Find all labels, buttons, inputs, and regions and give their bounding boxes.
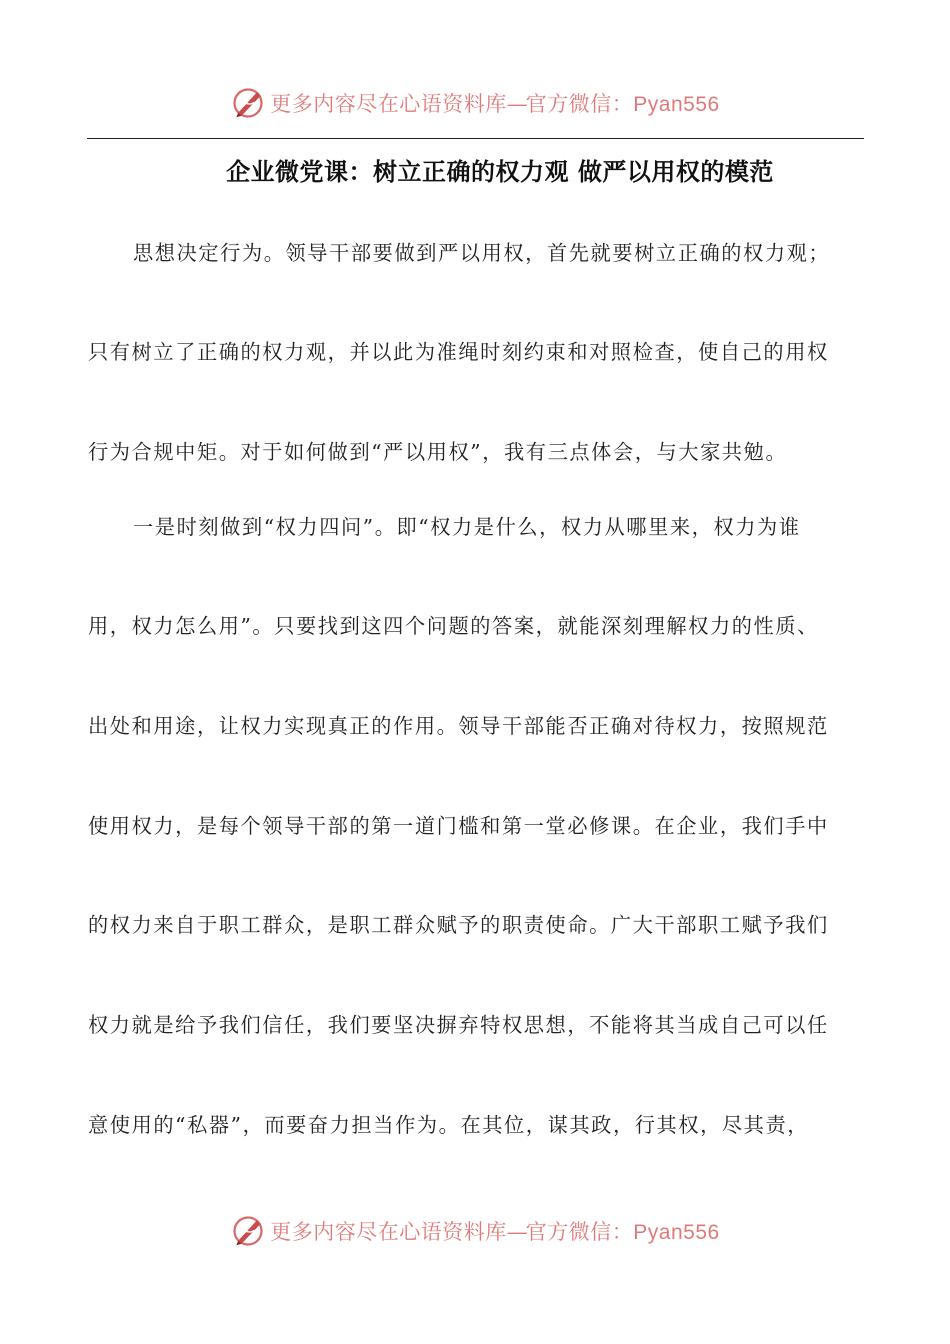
header-divider: [87, 138, 864, 139]
paragraph-line: 出处和用途，让权力实现真正的作用。领导干部能否正确对待权力，按照规范: [88, 714, 829, 738]
paragraph-line: 使用权力，是每个领导干部的第一道门槛和第一堂必修课。在企业，我们手中: [88, 814, 829, 838]
pen-logo-icon: [230, 85, 266, 121]
banner-text: 更多内容尽在心语资料库—官方微信：Pyan556: [270, 1220, 720, 1244]
paragraph-line: 只有树立了正确的权力观，并以此为准绳时刻约束和对照检查，使自己的用权: [88, 340, 829, 364]
paragraph-line: 一是时刻做到“权力四问”。即“权力是什么，权力从哪里来，权力为谁: [133, 515, 801, 539]
paragraph-line: 思想决定行为。领导干部要做到严以用权，首先就要树立正确的权力观；: [133, 241, 831, 265]
pen-logo-icon: [230, 1213, 266, 1249]
paragraph-line: 用，权力怎么用”。只要找到这四个问题的答案，就能深刻理解权力的性质、: [88, 614, 819, 638]
paragraph-line: 权力就是给予我们信任，我们要坚决摒弃特权思想，不能将其当成自己可以任: [88, 1013, 829, 1037]
paragraph-line: 行为合规中矩。对于如何做到“严以用权”，我有三点体会，与大家共勉。: [88, 440, 788, 464]
banner-text: 更多内容尽在心语资料库—官方微信：Pyan556: [270, 92, 720, 116]
header-banner: [0, 78, 950, 128]
footer-banner: [0, 1206, 950, 1256]
document-title: 企业微党课：树立正确的权力观 做严以用权的模范: [226, 157, 774, 186]
paragraph-line: 的权力来自于职工群众，是职工群众赋予的职责使命。广大干部职工赋予我们: [88, 913, 829, 937]
paragraph-line: 意使用的“私器”，而要奋力担当作为。在其位，谋其政，行其权，尽其责，: [88, 1113, 810, 1137]
